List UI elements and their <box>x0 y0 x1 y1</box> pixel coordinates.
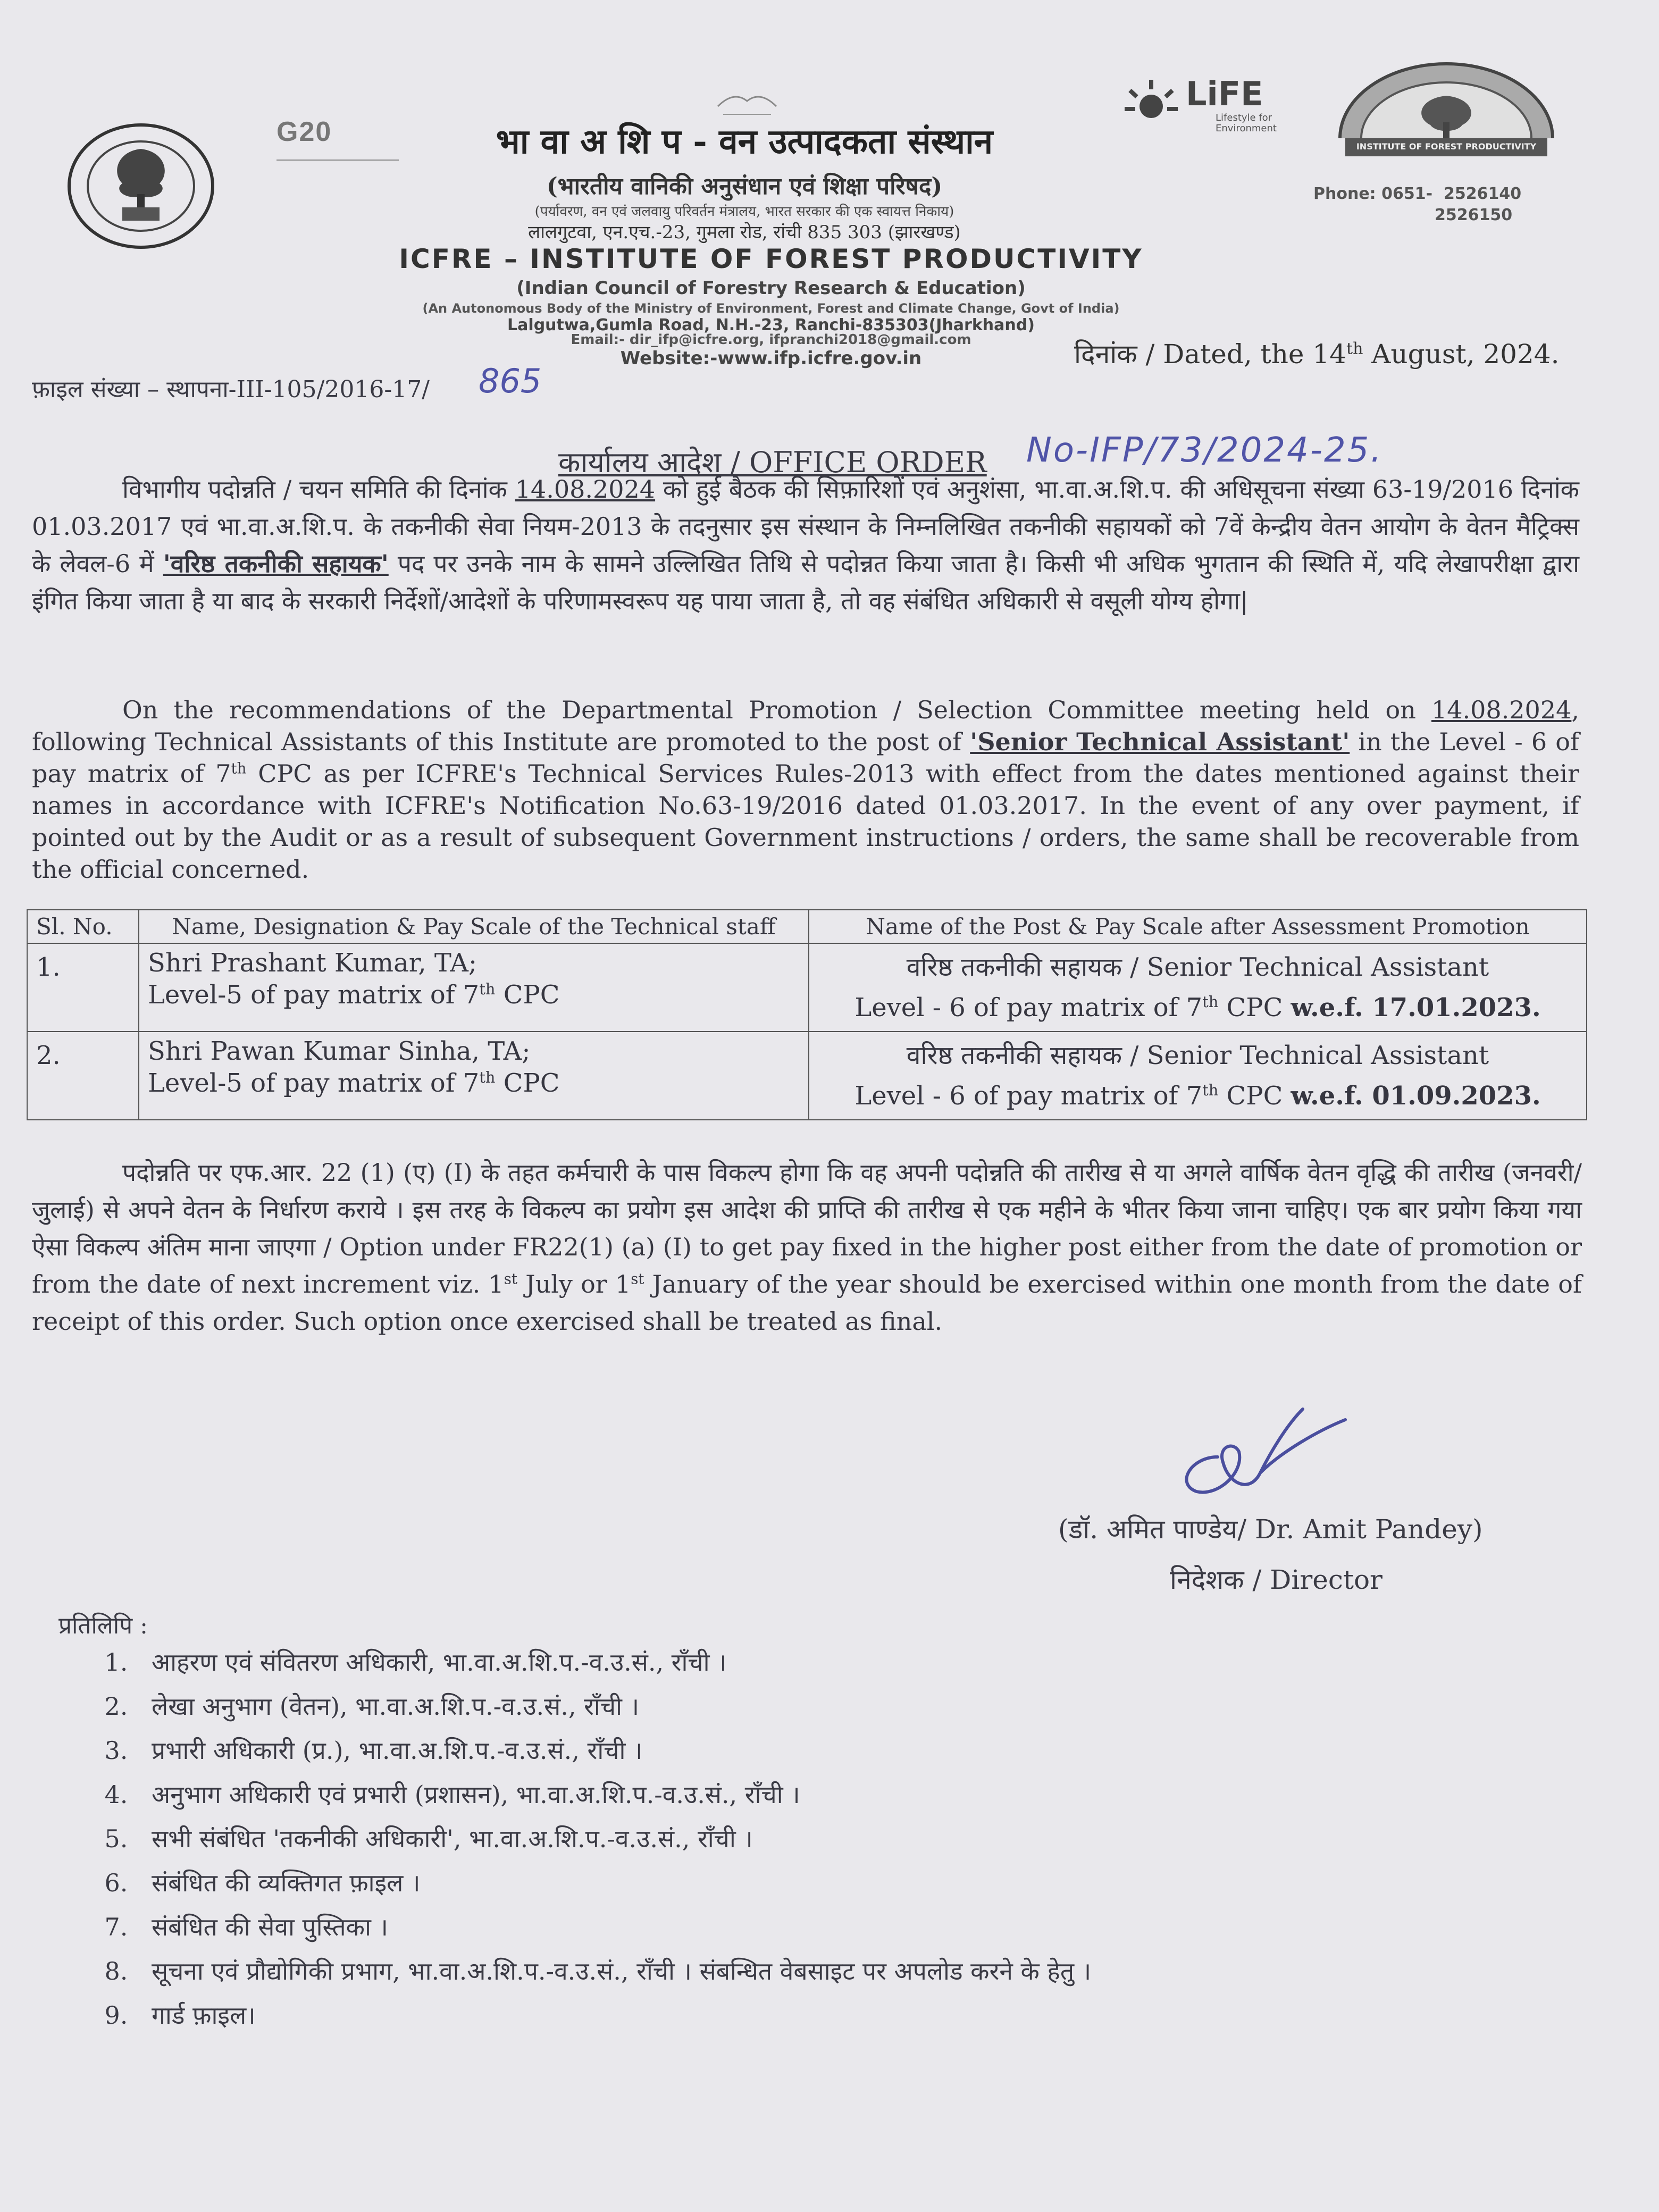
institute-address-english: Lalgutwa,Gumla Road, N.H.-23, Ranchi-835303(Jharkhand) <box>507 316 1035 334</box>
row-post-cell <box>809 943 1587 1032</box>
row-scale-a: Level-5 of pay matrix of 7 <box>148 1068 480 1098</box>
file-number: फ़ाइल संख्या – स्थापना-III-105/2016-17/ <box>32 376 430 403</box>
header-name-designation: Name, Designation & Pay Scale of the Technical staff <box>139 910 809 943</box>
row-wef: w.e.f. 17.01.2023. <box>1291 993 1541 1023</box>
row-name: Shri Pawan Kumar Sinha, TA; <box>148 1036 531 1066</box>
list-item: 2. लेखा अनुभाग (वेतन), भा.वा.अ.शि.प.-व.उ.सं., राँची । <box>136 1685 1091 1729</box>
list-item: 6. संबंधित की व्यक्तिगत फ़ाइल । <box>136 1861 1091 1905</box>
para-english-c: in the Level - 6 of pay matrix of 7 <box>32 727 1579 788</box>
signatory-designation: निदेशक / Director <box>1170 1564 1382 1595</box>
para-hindi-date: 14.08.2024 <box>515 475 656 504</box>
row-scale-a: Level-5 of pay matrix of 7 <box>148 980 480 1010</box>
phone-number-1: 2526140 <box>1443 185 1522 203</box>
row-sl: 1. <box>27 943 139 1032</box>
header-sl-no: Sl. No. <box>27 910 139 943</box>
para-english-b: , following Technical Assistants of this Institute are promoted to the post of <box>32 696 1579 756</box>
phone-number-2: 2526150 <box>1435 206 1513 224</box>
row-level-a: Level - 6 of pay matrix of 7 <box>854 993 1203 1023</box>
file-number-handwritten: 865 <box>479 362 542 400</box>
row-level-b: CPC <box>1218 1081 1291 1111</box>
option-b: July or 1 <box>517 1270 631 1298</box>
para-hindi-a: विभागीय पदोन्नति / चयन समिति की दिनांक <box>122 475 515 504</box>
institute-website: Website:-www.ifp.icfre.gov.in <box>620 348 922 369</box>
institute-title-english: ICFRE – INSTITUTE OF FOREST PRODUCTIVITY <box>399 244 1143 274</box>
ifp-seal-logo <box>1329 58 1563 160</box>
institute-body-english: (An Autonomous Body of the Ministry of Environment, Forest and Climate Change, Govt of India) <box>422 301 1120 316</box>
para-english-a: On the recommendations of the Departmental Promotion / Selection Committee meeting held on <box>122 696 1431 724</box>
list-item: 7. संबंधित की सेवा पुस्तिका । <box>136 1905 1091 1949</box>
para-hindi-b: को हुई बैठक की सिफ़ारिशों एवं अनुशंसा, भा.वा.अ.शि.प. की अधिसूचना संख्या 63-19/2016 दिनांक 01.03.2017 एवं भा.वा.अ.शि.प. के तकनीकी सेवा नियम-2013 के तदनुसार इस संस्थान के निम्नलिखित तकनीकी सहायकों को 7वें केन्द्रीय वेतन आयोग के वेतन मैट्रिक्स के लेवल-6 में <box>32 475 1579 578</box>
office-order-title: कार्यालय आदेश / OFFICE ORDER <box>558 446 987 479</box>
table-row <box>27 943 1587 1032</box>
date-sup: th <box>1346 339 1363 358</box>
phone-block <box>1313 183 1521 226</box>
row-post: वरिष्ठ तकनीकी सहायक / Senior Technical Assistant <box>906 952 1489 982</box>
promotion-table <box>27 909 1587 1120</box>
row-level-sup: th <box>1202 993 1219 1011</box>
institute-address-hindi: लालगुटवा, एन.एच.-23, गुमला रोड, रांची 835 303 (झारखण्ड) <box>528 222 961 243</box>
table-header-row <box>27 910 1587 943</box>
signature-icon <box>1159 1393 1361 1499</box>
row-name-cell <box>139 943 809 1032</box>
option-paragraph <box>32 1154 1582 1340</box>
institute-body-hindi: (पर्यावरण, वन एवं जलवायु परिवर्तन मंत्रालय, भारत सरकार की एक स्वायत्त निकाय) <box>534 204 954 220</box>
row-post-cell <box>809 1032 1587 1120</box>
row-scale-b: CPC <box>495 980 560 1010</box>
order-paragraph-english <box>32 694 1579 885</box>
life-label: LiFE <box>1186 74 1263 113</box>
list-item: 1. आहरण एवं संवितरण अधिकारी, भा.वा.अ.शि.प.-व.उ.सं., राँची । <box>136 1640 1091 1685</box>
list-item: 9. गार्ड फ़ाइल। <box>136 1993 1091 2038</box>
header-post-after-promotion: Name of the Post & Pay Scale after Assessment Promotion <box>809 910 1587 943</box>
row-sl: 2. <box>27 1032 139 1120</box>
g20-logo: G20 <box>276 116 332 147</box>
row-scale-sup: th <box>479 1068 496 1086</box>
list-item: 5. सभी संबंधित 'तकनीकी अधिकारी', भा.वा.अ.शि.प.-व.उ.सं., राँची । <box>136 1817 1091 1861</box>
para-english-d: CPC as per ICFRE's Technical Services Rules-2013 with effect from the dates mentioned against their names in accordance with ICFRE's Notification No.63-19/2016 dated 01.03.2017. In the event of any over payment, if pointed out by the Audit or as a result of subsequent Government instructions / orders, the same shall be recoverable from the official concerned. <box>32 759 1579 884</box>
row-level-b: CPC <box>1218 993 1291 1023</box>
date-suffix: August, 2024. <box>1363 339 1560 370</box>
date-prefix: दिनांक / Dated, the 14 <box>1074 339 1347 370</box>
row-name-cell <box>139 1032 809 1120</box>
institute-subtitle-hindi: (भारतीय वानिकी अनुसंधान एवं शिक्षा परिषद) <box>546 173 943 200</box>
para-english-sup: th <box>231 759 247 777</box>
row-scale-sup: th <box>479 980 496 998</box>
row-scale-b: CPC <box>495 1068 560 1098</box>
para-hindi-c: पद पर उनके नाम के सामने उल्लिखित तिथि से पदोन्नत किया जाता है। किसी भी अधिक भुगतान की स्थिति में, यदि लेखापरीक्षा द्वारा इंगित किया जाता है या बाद के सरकारी निर्देशों/आदेशों के परिणामस्वरूप यह पाया जाता है, तो वह संबंधित अधिकारी से वसूली योग्य होगा| <box>32 549 1579 615</box>
row-name: Shri Prashant Kumar, TA; <box>148 948 477 978</box>
row-wef: w.e.f. 01.09.2023. <box>1291 1081 1541 1111</box>
list-item: 3. प्रभारी अधिकारी (प्र.), भा.वा.अ.शि.प.-व.उ.सं., राँची । <box>136 1729 1091 1773</box>
row-post: वरिष्ठ तकनीकी सहायक / Senior Technical Assistant <box>906 1041 1489 1070</box>
option-c: January of the year should be exercised within one month from the date of receipt of this order. Such option once exercised shall be treated as final. <box>32 1270 1582 1336</box>
para-hindi-post: 'वरिष्ठ तकनीकी सहायक' <box>163 549 389 578</box>
option-sup-2: st <box>631 1270 644 1288</box>
row-level-a: Level - 6 of pay matrix of 7 <box>854 1081 1203 1111</box>
life-tagline: Lifestyle for Environment <box>1216 112 1277 134</box>
copy-to-list <box>104 1640 1091 2038</box>
copy-to-label: प्रतिलिपि : <box>58 1612 148 1639</box>
institute-email: Email:- dir_ifp@icfre.org, ifpranchi2018@gmail.com <box>571 332 971 348</box>
option-sup-1: st <box>504 1270 517 1288</box>
order-number-handwritten: No-IFP/73/2024-25. <box>1026 431 1383 470</box>
list-item: 4. अनुभाग अधिकारी एवं प्रभारी (प्रशासन), भा.वा.अ.शि.प.-व.उ.सं., राँची । <box>136 1773 1091 1817</box>
para-english-date: 14.08.2024 <box>1431 696 1572 724</box>
order-paragraph-hindi <box>32 471 1579 619</box>
table-row <box>27 1032 1587 1120</box>
option-a: पदोन्नति पर एफ.आर. 22 (1) (ए) (I) के तहत कर्मचारी के पास विकल्प होगा कि वह अपनी पदोन्नति की तारीख से या अगले वार्षिक वेतन वृद्धि की तारीख (जनवरी/जुलाई) से अपने वेतन के निर्धारण कराये । इस तरह के विकल्प का प्रयोग इस आदेश की प्राप्ति की तारीख से एक महीने के भीतर किया जाना चाहिए। एक बार प्रयोग किया गया ऐसा विकल्प अंतिम माना जाएगा / Option under FR22(1) (a) (I) to get pay fixed in the higher post either from the date of promotion or from the date of next increment viz. 1 <box>32 1158 1582 1298</box>
icfre-logo-icon <box>64 120 218 253</box>
row-level-sup: th <box>1202 1081 1219 1099</box>
signatory-name: (डॉ. अमित पाण्डेय/ Dr. Amit Pandey) <box>1058 1514 1483 1545</box>
list-item: 8. सूचना एवं प्रौद्योगिकी प्रभाग, भा.वा.अ.शि.प.-व.उ.सं., राँची । संबन्धित वेबसाइट पर अपलोड करने के हेतु । <box>136 1949 1091 1993</box>
phone-label: Phone: 0651- <box>1313 185 1433 203</box>
order-date <box>1074 335 1560 371</box>
institute-title-hindi: भा वा अ शि प - वन उत्पादकता संस्थान <box>496 122 993 162</box>
para-english-post: 'Senior Technical Assistant' <box>970 727 1350 756</box>
institute-subtitle-english: (Indian Council of Forestry Research & Education) <box>516 278 1026 299</box>
seal-caption: INSTITUTE OF FOREST PRODUCTIVITY <box>1356 141 1537 152</box>
